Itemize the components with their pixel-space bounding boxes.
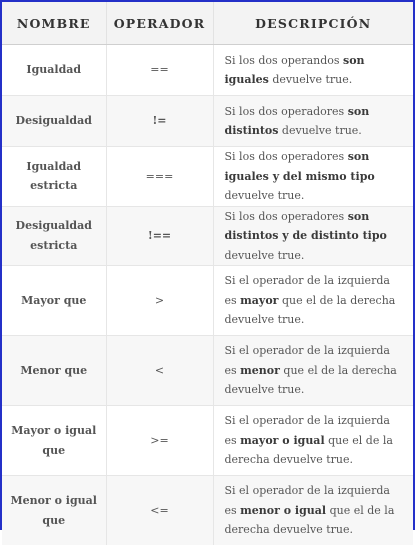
operator-description (213, 45, 413, 96)
operator-description (213, 476, 413, 545)
table-row (2, 336, 413, 406)
description-emphasis: son iguales y del mismo tipo (225, 150, 375, 183)
description-emphasis: menor o igual (240, 504, 326, 517)
description-text: Si el operador de la izquierda es (225, 484, 390, 517)
description-text: Si los dos operadores (225, 105, 348, 118)
description-text: devuelve true. (225, 249, 305, 262)
operator-description (213, 336, 413, 406)
table-row (2, 476, 413, 545)
table-row (2, 206, 413, 266)
operator-symbol: > (106, 266, 213, 336)
description-text: que el de la derecha devuelve true. (225, 434, 393, 467)
description-text: Si el operador de la izquierda es (225, 274, 390, 307)
operator-description (213, 147, 413, 207)
table-row (2, 406, 413, 476)
operator-symbol: < (106, 336, 213, 406)
header-operator: OPERADOR (106, 2, 213, 45)
operator-symbol: <= (106, 476, 213, 545)
description-text: Si el operador de la izquierda es (225, 344, 390, 377)
description-emphasis: son distintos y de distinto tipo (225, 210, 387, 243)
table-row (2, 147, 413, 207)
operator-name: Menor o igual que (2, 476, 106, 545)
operator-name: Desigualdad (2, 96, 106, 147)
table-header-row (2, 2, 413, 45)
operator-name: Igualdad estricta (2, 147, 106, 207)
description-text: Si el operador de la izquierda es (225, 414, 390, 447)
operator-description (213, 406, 413, 476)
description-emphasis: mayor o igual (240, 434, 324, 447)
operator-symbol: != (106, 96, 213, 147)
operator-name: Menor que (2, 336, 106, 406)
operator-symbol: == (106, 45, 213, 96)
operator-name: Mayor que (2, 266, 106, 336)
header-description: DESCRIPCIÓN (213, 2, 413, 45)
table-row (2, 45, 413, 96)
table-row (2, 96, 413, 147)
operator-name: Igualdad (2, 45, 106, 96)
operator-symbol: === (106, 147, 213, 207)
description-emphasis: son distintos (225, 105, 370, 138)
operator-description (213, 266, 413, 336)
operator-symbol: !== (106, 206, 213, 266)
description-text: devuelve true. (225, 189, 305, 202)
table-row (2, 266, 413, 336)
description-text: que el de la derecha devuelve true. (225, 504, 395, 537)
description-text: devuelve true. (278, 124, 361, 137)
header-name: NOMBRE (2, 2, 106, 45)
description-text: Si los dos operadores (225, 150, 348, 163)
description-emphasis: son iguales (225, 54, 365, 87)
description-emphasis: mayor (240, 294, 278, 307)
description-text: devuelve true. (269, 73, 352, 86)
comparison-operators-table (2, 2, 413, 545)
operator-name: Mayor o igual que (2, 406, 106, 476)
description-emphasis: menor (240, 364, 280, 377)
description-text: Si los dos operadores (225, 210, 348, 223)
operator-description (213, 96, 413, 147)
description-text: que el de la derecha devuelve true. (225, 294, 396, 327)
operator-symbol: >= (106, 406, 213, 476)
operator-name: Desigualdad estricta (2, 206, 106, 266)
operator-description (213, 206, 413, 266)
description-text: Si los dos operandos (225, 54, 344, 67)
description-text: que el de la derecha devuelve true. (225, 364, 397, 397)
